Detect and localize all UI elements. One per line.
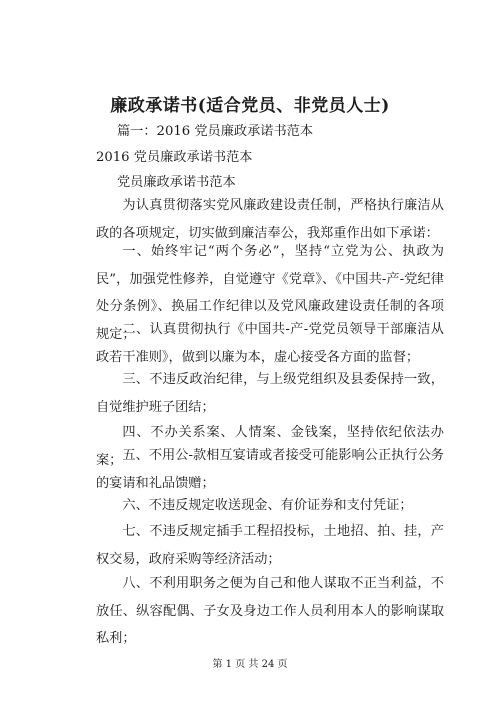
heading-2: 2016 党员廉政承诺书范本	[96, 150, 253, 165]
paragraph-item-3: 三、不违反政治纪律，与上级党组织及县委保持一致，自觉维护班子团结；	[96, 372, 444, 415]
page-footer: 第 1 页 共 24 页	[212, 659, 288, 670]
paragraph-item-8: 八、不利用职务之便为自己和他人谋取不正当利益，不放任、纵容配偶、子女及身边工作人员利用本人的影响谋取私利；	[96, 576, 444, 646]
heading-1: 篇一：2016 党员廉政承诺书范本	[117, 124, 314, 139]
paragraph-item-2: 二、认真贯彻执行《中国共-产-党党员领导干部廉洁从政若干准则》，做到以廉为本，虚心接受各方面的监督；	[96, 322, 444, 365]
document-title: 廉政承诺书(适合党员、非党员人士)	[110, 96, 390, 116]
paragraph-item-4: 四、不办关系案、人情案、金钱案，坚持依纪依法办案；	[96, 425, 444, 468]
paragraph-item-5: 五、不用公-款相互宴请或者接受可能影响公正执行公务的宴请和礼品馈赠；	[96, 448, 444, 491]
paragraph-item-6: 六、不违反规定收送现金、有价证券和支付凭证；	[122, 498, 413, 513]
paragraph-item-7: 七、不违反规定插手工程招投标，土地招、拍、挂，产权交易，政府采购等经济活动；	[96, 524, 444, 567]
paragraph-item-1: 一、始终牢记“两个务必”，坚持“立党为公、执政为民”，加强党性修养，自觉遵守《党章》、《中国共-产-党纪律处分条例》、换届工作纪律以及党风廉政建设责任制的各项规定；	[96, 244, 444, 342]
heading-3: 党员廉政承诺书范本	[117, 175, 236, 190]
paragraph-intro: 为认真贯彻落实党风廉政建设责任制，严格执行廉洁从政的各项规定，切实做到廉洁奉公，我郑重作出如下承诺：	[96, 198, 444, 241]
